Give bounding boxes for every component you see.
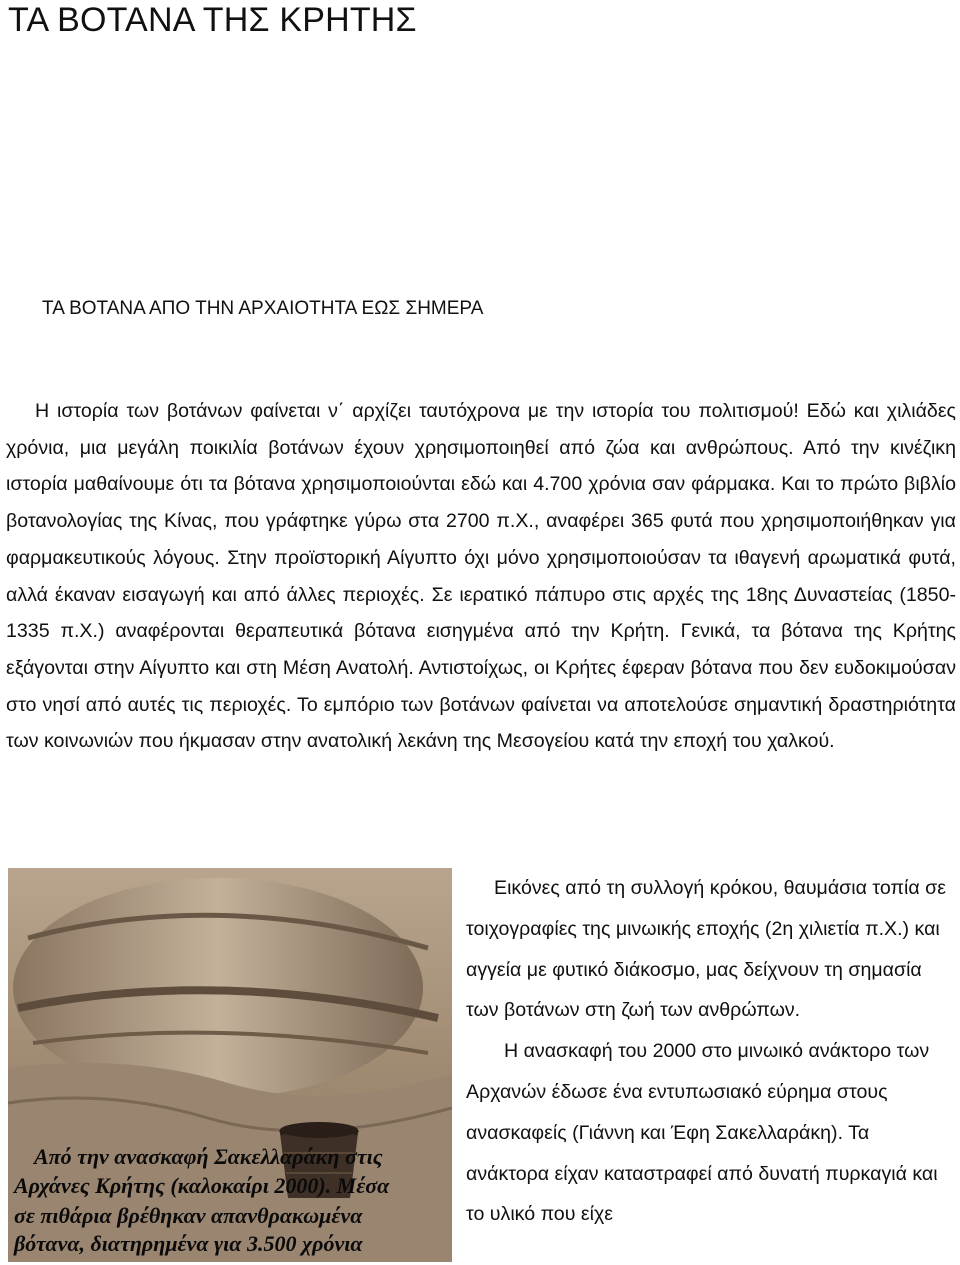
caption-line-4: βότανα, διατηρημένα για 3.500 χρόνια bbox=[14, 1231, 363, 1256]
side-paragraph-2: Η ανασκαφή του 2000 στο μινωικό ανάκτορο των Αρχανών έδωσε ένα εντυπωσιακό εύρημα στους ανασκαφείς (Γιάννη και Έφη Σακελλαράκη). Τα ανάκτορα είχαν καταστραφεί από δυνατή πυρκαγιά και το υλικό που είχε bbox=[466, 1040, 938, 1226]
body-paragraph bbox=[6, 393, 956, 760]
section-heading: ΤΑ ΒΟΤΑΝΑ ΑΠΟ ΤΗΝ ΑΡΧΑΙΟΤΗΤΑ ΕΩΣ ΣΗΜΕΡΑ bbox=[42, 298, 484, 319]
body-paragraph-text: Η ιστορία των βοτάνων φαίνεται ν΄ αρχίζει ταυτόχρονα με την ιστορία του πολιτισμού! Εδώ και χιλιάδες χρόνια, μια μεγάλη ποικιλία βοτάνων έχουν χρησιμοποιηθεί από ζώα και ανθρώπους. Από την κινέζικη ιστορία μαθαίνουμε ότι τα βότανα χρησιμοποιούνται εδώ και 4.700 χρόνια σαν φάρμακα. Και το πρώτο βιβλίο βοτανολογίας της Κίνας, που γράφτηκε γύρω στα 2700 π.Χ., αναφέρει 365 φυτά που χρησιμοποιήθηκαν για φαρμακευτικούς λόγους. Στην προϊστορική Αίγυπτο όχι μόνο χρησιμοποιούσαν τα ιθαγενή αρωματικά φυτά, αλλά έκαναν εισαγωγή και από άλλες περιοχές. Σε ιερατικό πάπυρο στις αρχές της 18ης Δυναστείας (1850-1335 π.Χ.) αναφέρονται θεραπευτικά βότανα εισηγμένα από την Κρήτη. Γενικά, τα βότανα της Κρήτης εξάγονται στην Αίγυπτο και στη Μέση Ανατολή. Αντιστοίχως, οι Κρήτες έφεραν βότανα που δεν ευδοκιμούσαν στο νησί από αυτές τις περιοχές. Το εμπόριο των βοτάνων φαίνεται να αποτελούσε σημαντική δραστηριότητα των κοινωνιών που ήκμασαν στην ανατολική λεκάνη της Μεσογείου κατά την εποχή του χαλκού. bbox=[6, 400, 956, 753]
excavation-photo bbox=[8, 868, 452, 1262]
excavation-photo-illustration bbox=[8, 868, 452, 1262]
caption-line-1: Από την ανασκαφή Σακελλαράκη στις bbox=[34, 1144, 383, 1169]
page-title: ΤΑ ΒΟΤΑΝΑ ΤΗΣ ΚΡΗΤΗΣ bbox=[8, 1, 417, 39]
side-column-text bbox=[466, 868, 956, 1235]
caption-line-3: σε πιθάρια βρέθηκαν απανθρακωμένα bbox=[14, 1203, 363, 1228]
side-paragraph-1: Εικόνες από τη συλλογή κρόκου, θαυμάσια τοπία σε τοιχογραφίες της μινωικής εποχής (2η χιλιετία π.Χ.) και αγγεία με φυτικό διάκοσμο, μας δείχνουν τη σημασία των βοτάνων στη ζωή των ανθρώπων. bbox=[466, 877, 946, 1022]
caption-line-2: Αρχάνες Κρήτης (καλοκαίρι 2000). Μέσα bbox=[14, 1173, 390, 1198]
